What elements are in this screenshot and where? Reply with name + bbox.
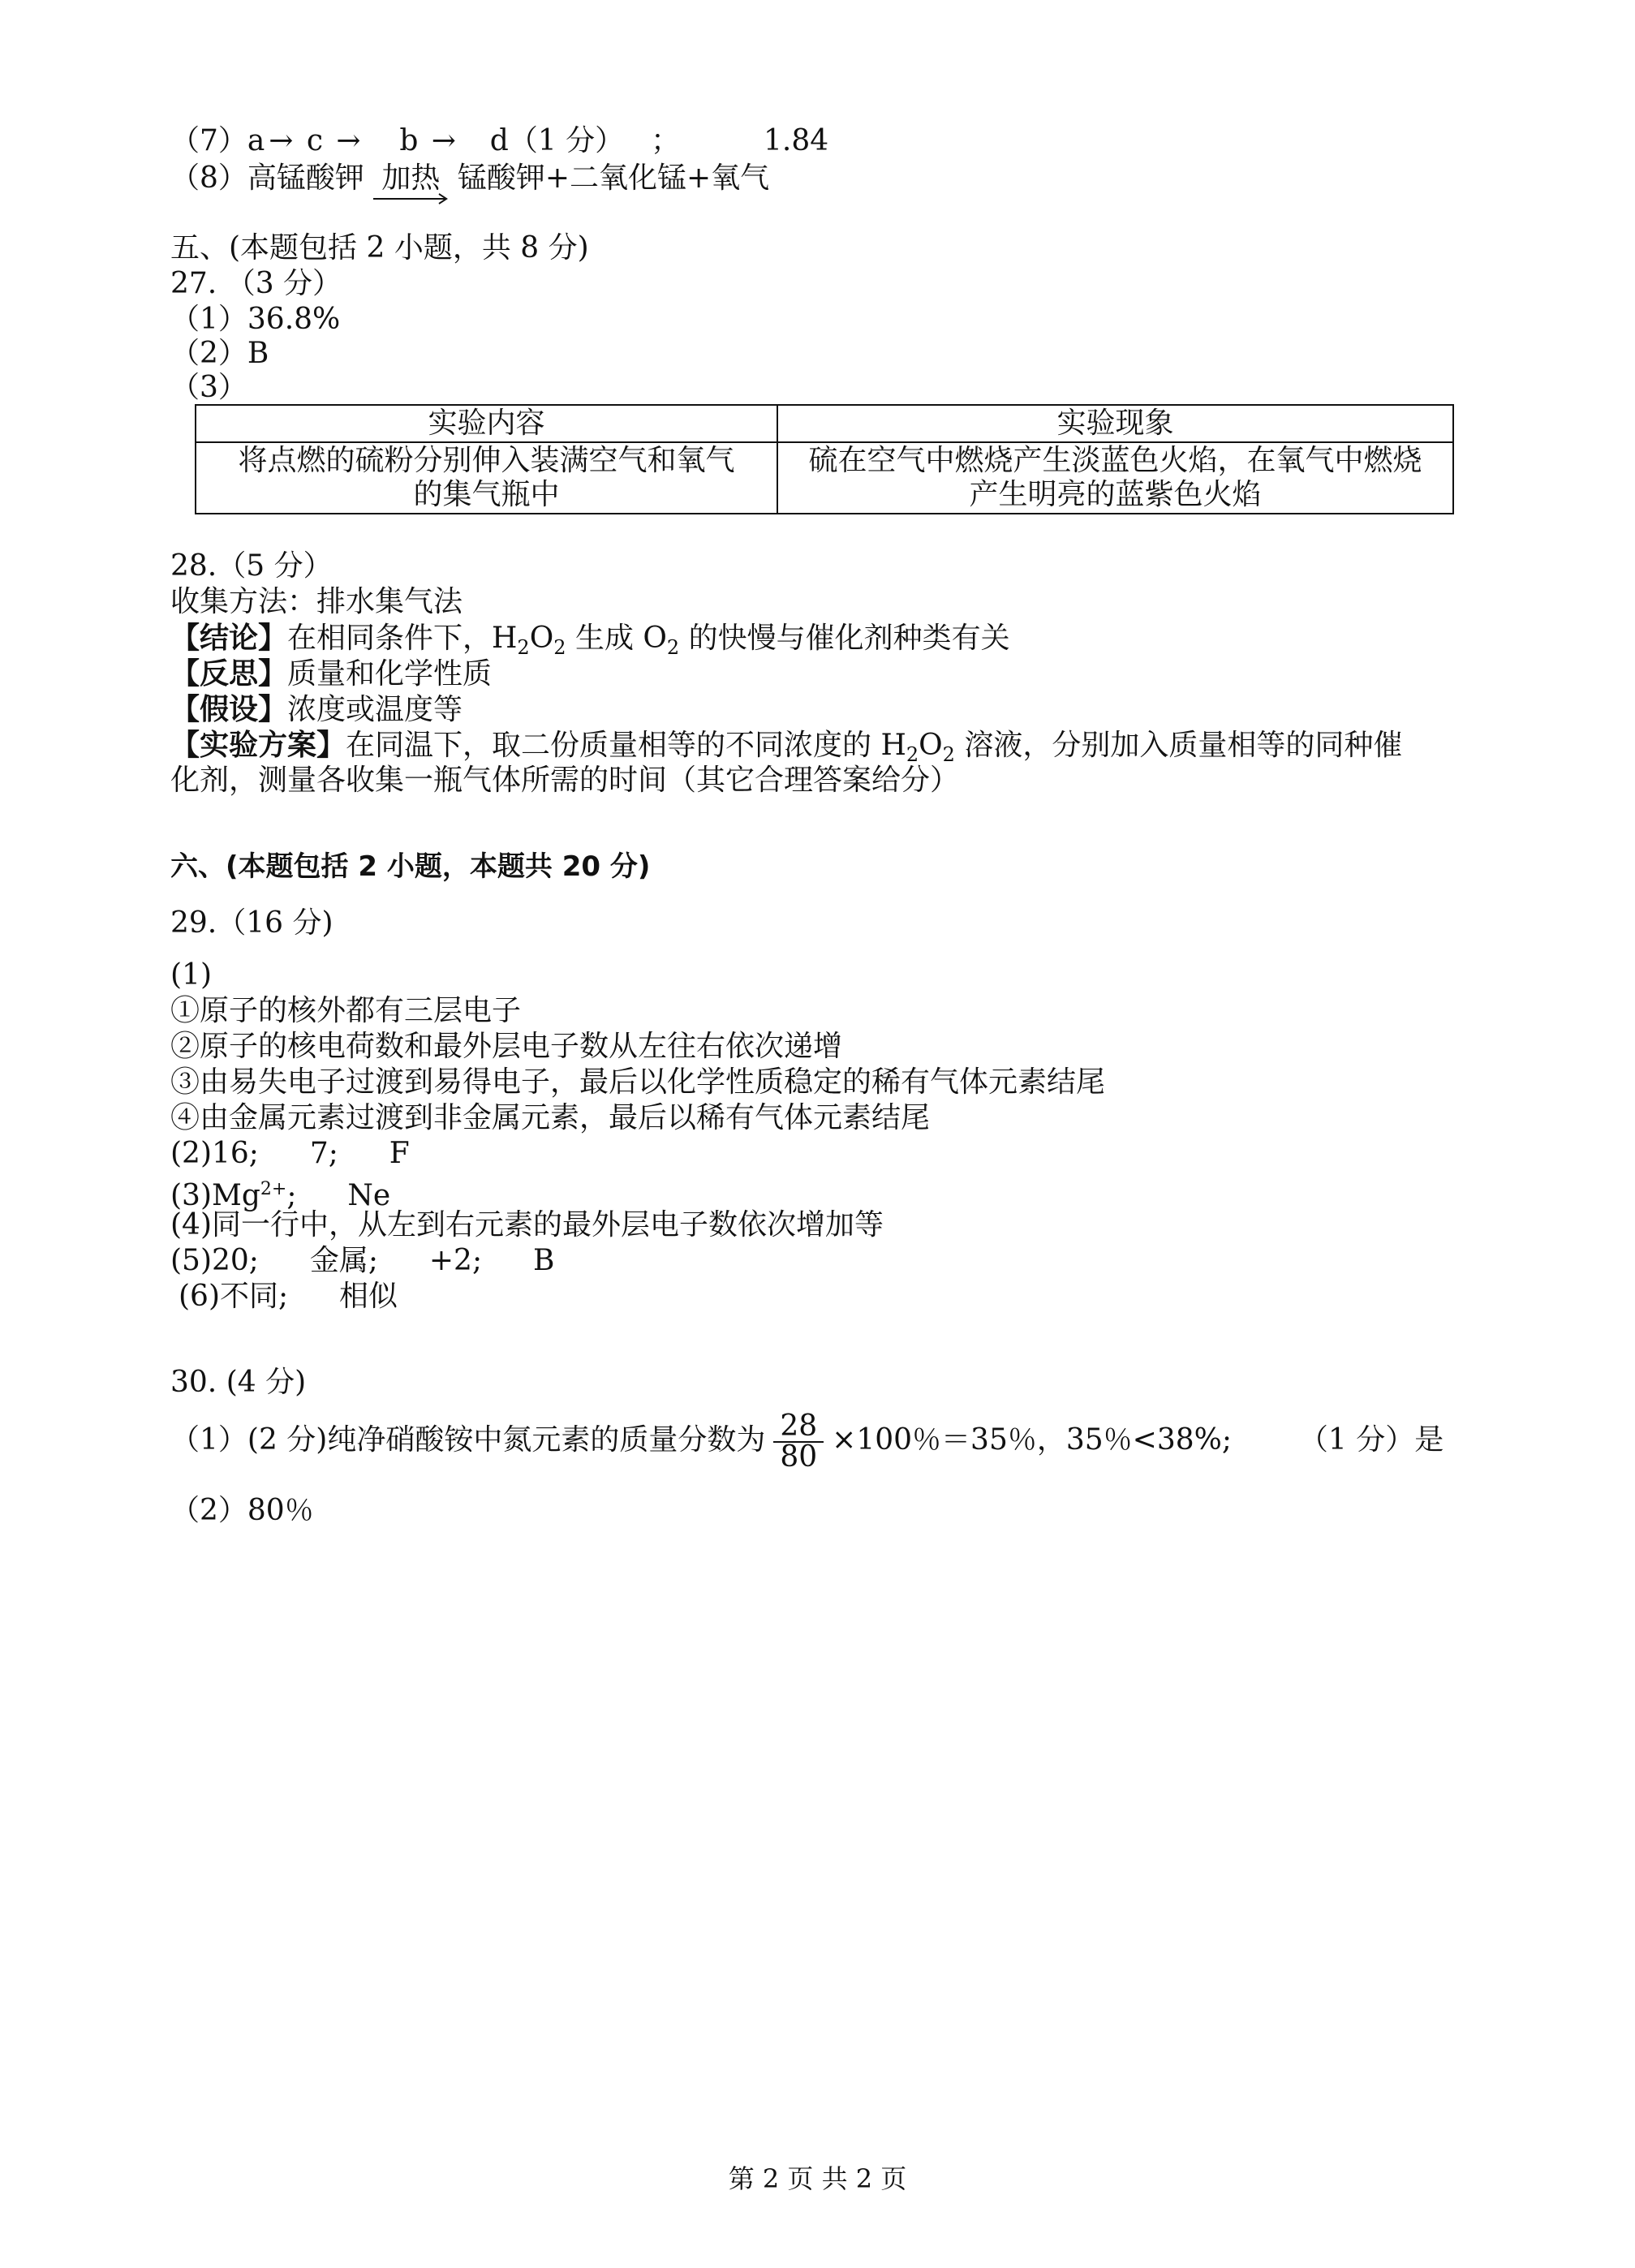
- plan-text: 在同温下，取二份质量相等的不同浓度的 H: [346, 729, 906, 762]
- q7-prefix: （7）a: [170, 124, 265, 157]
- hypothesis-text: 浓度或温度等: [287, 693, 463, 726]
- table-cell-content: [196, 442, 777, 514]
- q7-value: 1.84: [764, 124, 829, 157]
- q8-condition: 加热: [381, 161, 441, 195]
- conclusion-label: 【结论】: [170, 621, 288, 655]
- answer: 相似: [339, 1280, 398, 1313]
- answer: B: [533, 1244, 555, 1277]
- subscript: 2: [666, 636, 680, 660]
- cell-line: 产生明亮的蓝紫色火焰: [969, 478, 1262, 511]
- q29-part-5: [170, 1243, 554, 1279]
- reflection-text: 质量和化学性质: [287, 657, 493, 691]
- conclusion-text: 的快慢与催化剂种类有关: [679, 622, 1010, 655]
- arrow-icon: →: [336, 124, 361, 157]
- q28-method: 收集方法：排水集气法: [170, 585, 463, 618]
- q7-sep: ；: [651, 124, 681, 157]
- q30-answer-1: [170, 1409, 1444, 1474]
- q27-answer-3: （3）: [170, 371, 247, 404]
- cell-line: 硫在空气中燃烧产生淡蓝色火焰，在氧气中燃烧: [808, 444, 1422, 477]
- experiment-table: [195, 404, 1454, 514]
- plan-text: 溶液，分别加入质量相等的同种催: [954, 729, 1403, 762]
- q8-products: 锰酸钾+二氧化锰+氧气: [457, 161, 770, 195]
- answer: F: [389, 1137, 410, 1170]
- q28-plan-line-2: 化剂，测量各收集一瓶气体所需的时间（其它合理答案给分）: [170, 764, 960, 797]
- plan-text: O: [919, 729, 943, 762]
- q29-item-3: ③由易失电子过渡到易得电子，最后以化学性质稳定的稀有气体元素结尾: [170, 1065, 1106, 1099]
- q29-item-1: ①原子的核外都有三层电子: [170, 994, 522, 1027]
- answer: ;: [286, 1179, 297, 1212]
- table-header-phenomenon: 实验现象: [777, 405, 1453, 442]
- answer: 7;: [309, 1137, 338, 1170]
- answer-text: ×100％＝35％，35％<38%;: [832, 1423, 1232, 1457]
- section5-title: 五、(本题包括 2 小题，共 8 分): [170, 231, 589, 265]
- reflection-label: 【反思】: [170, 656, 288, 691]
- subscript: 2: [517, 636, 530, 660]
- conclusion-text: 在相同条件下，H: [287, 622, 518, 655]
- answer-text: （1）(2 分)纯净硝酸铵中氮元素的质量分数为: [170, 1423, 766, 1457]
- q30-answer-2: （2）80％: [170, 1494, 314, 1527]
- answer: (6)不同;: [179, 1280, 289, 1313]
- answer: +2;: [428, 1244, 483, 1277]
- q30-header: 30. (4 分): [170, 1366, 307, 1399]
- q7-score: （1 分）: [508, 124, 625, 157]
- subscript: 2: [942, 743, 955, 767]
- q28-hypothesis: [170, 691, 463, 728]
- superscript: 2+: [260, 1179, 287, 1199]
- q27-answer-2: （2）B: [170, 337, 269, 370]
- subscript: 2: [553, 636, 566, 660]
- section6-title: 六、(本题包括 2 小题，本题共 20 分): [170, 850, 651, 883]
- page-footer: 第 2 页 共 2 页: [728, 2163, 907, 2194]
- q27-answer-1: （1）36.8%: [170, 303, 341, 336]
- cell-line: 的集气瓶中: [413, 478, 560, 511]
- q28-header: 28.（5 分）: [170, 549, 333, 583]
- cell-line: 将点燃的硫粉分别伸入装满空气和氧气: [238, 444, 735, 477]
- q29-item-2: ②原子的核电荷数和最外层电子数从左往右依次递增: [170, 1030, 843, 1063]
- q29-part-2: [170, 1136, 410, 1172]
- answer: (3)Mg: [170, 1179, 260, 1212]
- fraction: [773, 1409, 824, 1474]
- q29-part-6: [179, 1279, 398, 1315]
- table-header-content: 实验内容: [196, 405, 777, 442]
- conclusion-text: O: [529, 622, 554, 655]
- table-row: [196, 442, 1453, 514]
- q27-header: 27. （3 分）: [170, 267, 342, 300]
- plan-label: 【实验方案】: [170, 728, 346, 762]
- q7-d: d: [489, 124, 509, 157]
- q7-line: [170, 123, 828, 159]
- q28-reflection: [170, 656, 492, 692]
- q29-part-4: (4)同一行中，从左到右元素的最外层电子数依次增加等: [170, 1208, 884, 1242]
- q29-item-4: ④由金属元素过渡到非金属元素，最后以稀有气体元素结尾: [170, 1101, 931, 1134]
- reaction-condition: [373, 161, 448, 196]
- table-cell-phenomenon: [777, 442, 1453, 514]
- answer: (5)20;: [170, 1244, 259, 1277]
- answer: 金属;: [309, 1244, 378, 1277]
- q29-part-1: (1): [170, 958, 212, 992]
- q8-reactant: （8）高锰酸钾: [170, 161, 364, 195]
- arrow-icon: →: [431, 124, 456, 157]
- answer: (2)16;: [170, 1137, 259, 1170]
- fraction-denominator: 80: [780, 1440, 818, 1474]
- fraction-numerator: 28: [773, 1412, 824, 1443]
- q8-line: [170, 161, 769, 196]
- q29-header: 29.（16 分): [170, 906, 333, 940]
- answer-score: （1 分）是: [1298, 1423, 1444, 1457]
- answer: Ne: [347, 1179, 391, 1212]
- conclusion-text: 生成 O: [566, 622, 667, 655]
- reaction-arrow-icon: [373, 193, 448, 204]
- arrow-icon: →: [269, 124, 294, 157]
- q7-b: b: [399, 124, 419, 157]
- q7-c: c: [306, 124, 323, 157]
- subscript: 2: [906, 743, 919, 767]
- table-header-row: [196, 405, 1453, 442]
- hypothesis-label: 【假设】: [170, 692, 288, 726]
